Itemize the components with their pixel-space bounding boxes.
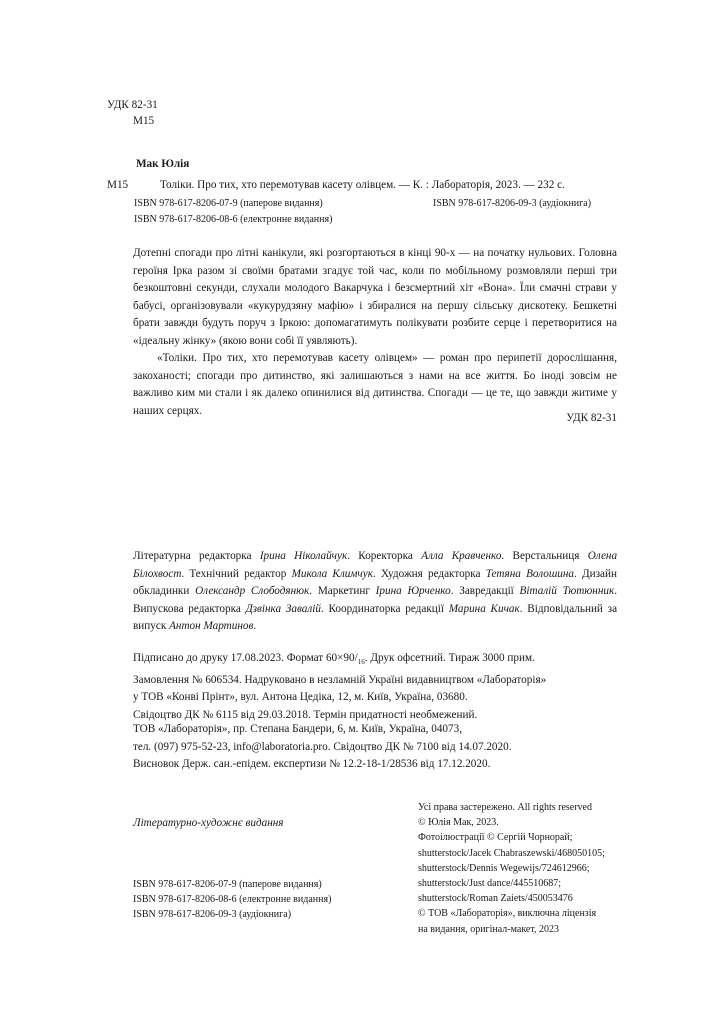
- author-mark: М15: [133, 115, 155, 127]
- print-info-format: Підписано до друку 17.08.2023. Формат 60×90/: [133, 652, 358, 664]
- print-info-line-2: Замовлення № 606534. Надруковано в незламній Україні видавництвом «Лабораторія»: [133, 673, 547, 686]
- layout-role: Верстальниця: [512, 550, 580, 562]
- rights-line: shutterstock/Just dance/445510687;: [418, 878, 562, 890]
- rights-line: © ТОВ «Лабораторія», виключна ліцензія: [418, 908, 597, 920]
- publisher-info: [133, 721, 512, 774]
- footer-isbn-list: [133, 877, 331, 923]
- footer-isbn-paper: ISBN 978-617-8206-07-9 (паперове видання): [133, 879, 322, 890]
- biblio-title-line: Толіки. Про тих, хто перемотував касету олівцем. — К. : Лабораторія, 2023. — 232 с.: [160, 179, 565, 191]
- publisher-line-2: тел. (097) 975-52-23, info@laboratoria.pro. Свідоцтво ДК № 7100 від 14.07.2020.: [133, 740, 512, 753]
- responsible-person: Антон Мартинов: [169, 620, 254, 632]
- rights-line: Усі права застережено. All rights reserved: [418, 802, 592, 813]
- release-editor-role: Випускова редакторка: [133, 602, 241, 615]
- annotation-paragraph-2: «Толіки. Про тих, хто перемотував касету олівцем» — роман про перипетії дорослішання, закоханості; спогади про дитинство, які залишаються з нами на все життя. Бо іноді зовсім не важливо ким ми стали і як далеко опинилися від дитинства. Спогади — це те, що завжди житиме у наших серцях.: [133, 352, 617, 417]
- credits: Літературна редакторка Ірина Ніколайчук. Коректорка Алла Кравченко. Верстальниця Олена Білохвост. Технічний редактор Микола Климчук. Художня редакторка Тетяна Волошина. Дизайн обкладинки Олександр Слободянюк. Маркетинг Ірина Юрченко. Завредакції Віталій Тютюнник. Випускова редакторка Дзвінка Завалій. Координаторка редакції Марина Кичак. Відповідальний за випуск Антон Мартинов.: [133, 550, 618, 632]
- head-of-editorial: Віталій Тютюнник: [519, 585, 615, 597]
- marketing: Ірина Юрченко: [375, 585, 451, 597]
- footer-isbn-audio: ISBN 978-617-8206-09-3 (аудіокнига): [133, 909, 292, 921]
- rights-line: © Юлія Мак, 2023.: [418, 817, 499, 829]
- rights-block: [418, 800, 605, 937]
- genre-label: Літературно-художнє видання: [133, 817, 284, 829]
- rights-line: shutterstock/Dennis Wegewijs/724612966;: [418, 862, 590, 874]
- publisher-line-3: Висновок Держ. сан.-епідем. експертизи № 12.2-18-1/28536 від 17.12.2020.: [133, 758, 491, 770]
- proofreader-role: Коректорка: [358, 550, 413, 562]
- print-info-line-1: [133, 650, 546, 672]
- print-info-line-3: у ТОВ «Конві Прінт», вул. Антона Цедіка, 12, м. Київ, Україна, 03680.: [133, 691, 468, 704]
- layout-designer: Олена Білохвост: [133, 550, 618, 580]
- annotation: [133, 245, 617, 420]
- annotation-udk: УДК 82-31: [566, 412, 617, 424]
- footer-isbn-electronic: ISBN 978-617-8206-08-6 (електронне видання): [133, 894, 332, 906]
- head-role: Завредакції: [459, 585, 514, 597]
- tech-editor-role: Технічний редактор: [189, 567, 287, 580]
- rights-line: на видання, оригінал-макет, 2023: [418, 923, 559, 935]
- udk-code: УДК 82-31: [107, 99, 158, 111]
- author-name: Мак Юлія: [136, 158, 190, 170]
- biblio-isbn-electronic: ISBN 978-617-8206-08-6 (електронне видання): [134, 214, 333, 225]
- print-info: [133, 650, 546, 724]
- rights-line: Фотоілюстрації © Сергій Чорнорай;: [418, 832, 573, 844]
- release-editor: Дзвінка Завалій: [245, 602, 321, 615]
- biblio-isbn-paper: ISBN 978-617-8206-07-9 (паперове видання): [134, 198, 323, 209]
- cover-designer-role: Дизайн обкладинки: [133, 567, 617, 597]
- print-info-format-sub: 16: [357, 658, 365, 667]
- print-info-line-4: Свідоцтво ДК № 6115 від 29.03.2018. Термін придатності необмежений.: [133, 708, 478, 721]
- rights-line: shutterstock/Roman Zaiets/450053476: [418, 893, 573, 905]
- cover-designer: Олександр Слободянюк: [195, 585, 310, 597]
- annotation-paragraph-1: Дотепні спогади про літні канікули, які розгортаються в кінці 90-х — на початку нульових. Головна героїня Ірка разом зі своїми братами згадує той час, коли по мобільному розмовляли перші три безкоштовні секунди, слухали молодого Вакарчука і безсмертний хіт «Вона». Їли смачні страви у бабусі, організовували «кукурудзяну мафію» і збиралися на першу сільську дискотеку. Бешкетні брати завжди будуть поруч з Іркою: допомагатимуть полікувати розбите серце і перетворитися на «ідеальну жінку» (якою вони собі її уявляють).: [133, 247, 617, 347]
- coordinator-role: Координаторка редакції: [328, 602, 444, 615]
- literary-editor-role: Літературна редакторка: [133, 550, 252, 562]
- art-editor-role: Художня редакторка: [380, 567, 481, 580]
- biblio-isbn-audio: ISBN 978-617-8206-09-3 (аудіокнига): [433, 198, 592, 209]
- art-editor: Тетяна Волошина: [485, 567, 575, 580]
- coordinator: Марина Кичак: [448, 602, 520, 615]
- tech-editor: Микола Климчук: [291, 567, 373, 580]
- biblio-mark: М15: [107, 179, 129, 191]
- proofreader: Алла Кравченко: [421, 550, 502, 562]
- literary-editor: Ірина Ніколайчук: [259, 550, 348, 562]
- responsible-role: Відповідальний за випуск: [133, 602, 618, 632]
- publisher-line-1: ТОВ «Лабораторія», пр. Степана Бандери, 6, м. Київ, Україна, 04073,: [133, 723, 462, 735]
- marketing-role: Маркетинг: [317, 585, 370, 597]
- print-info-format-rest: . Друк офсетний. Тираж 3000 прим.: [364, 652, 535, 664]
- rights-line: shutterstock/Jacek Chabraszewski/468050105;: [418, 847, 605, 859]
